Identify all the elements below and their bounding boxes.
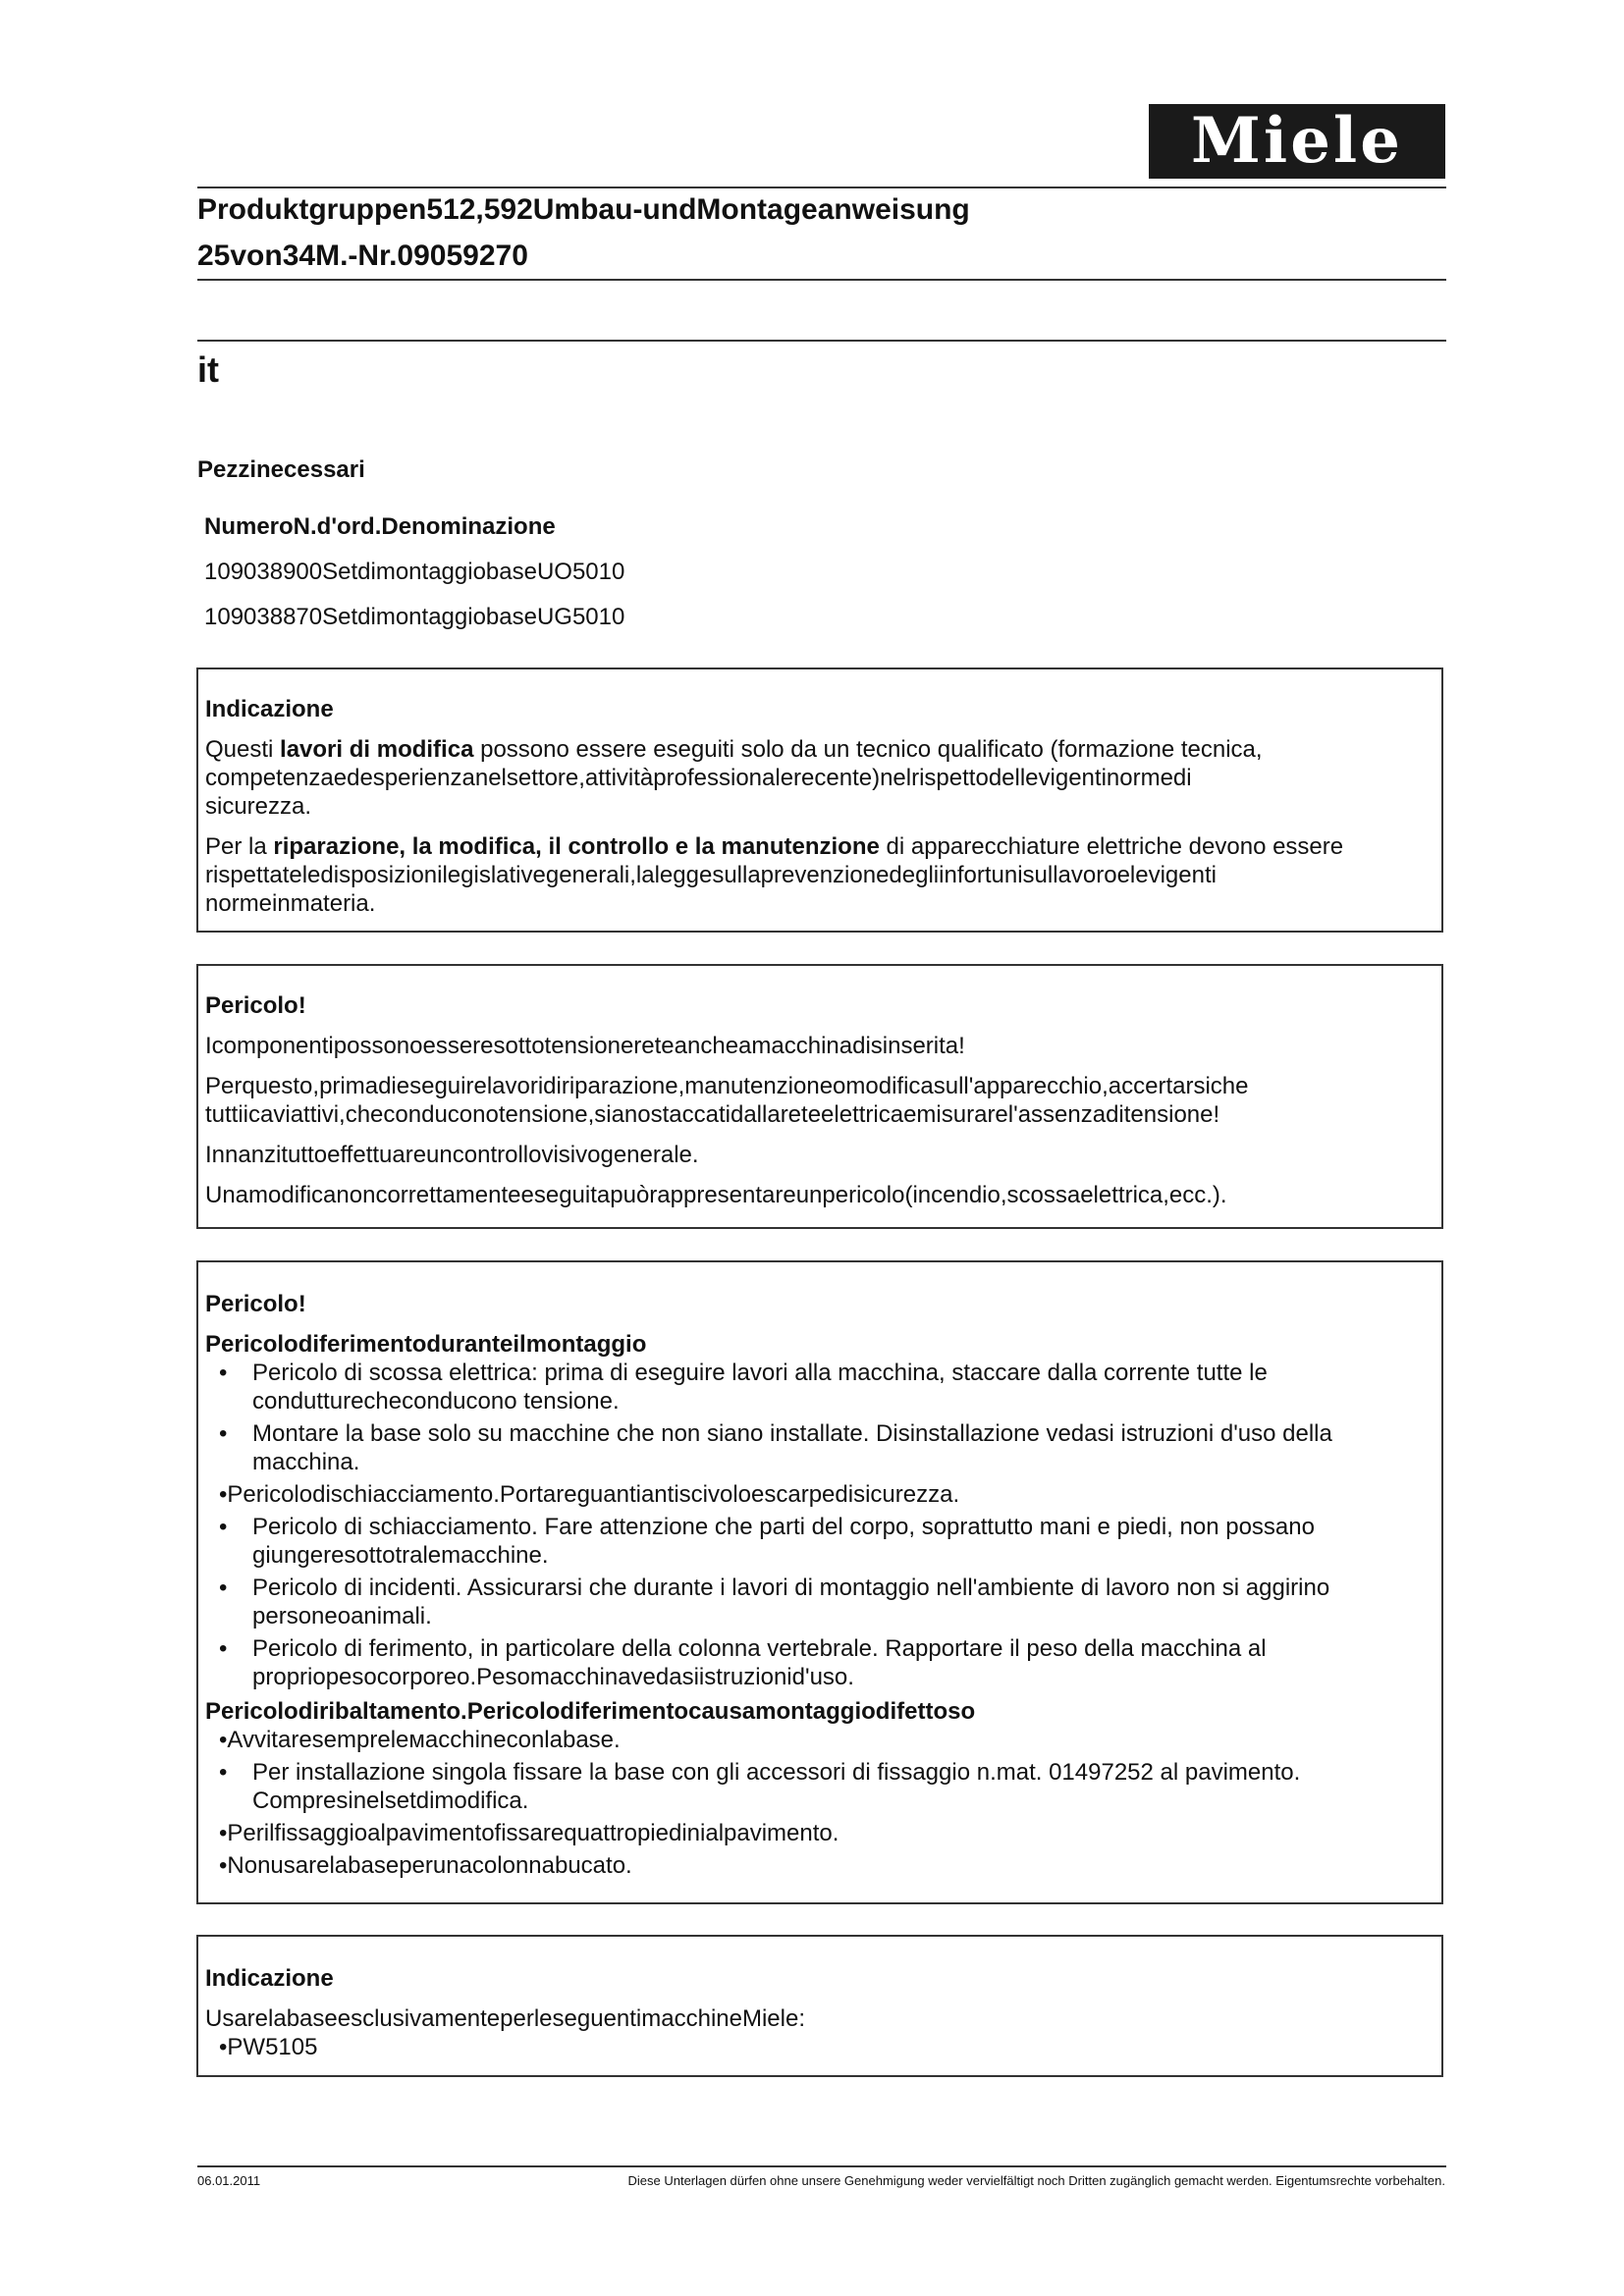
- bullet-marker: •: [219, 1420, 228, 1447]
- notice-heading: Indicazione: [205, 1965, 334, 1992]
- notice-heading: Indicazione: [205, 696, 334, 722]
- document-title: Produktgruppen512,592Umbau-undMontageanweisung: [197, 193, 970, 226]
- parts-table: [204, 510, 624, 646]
- assembly-subheading: Pericolodiferimentoduranteilmontaggio: [205, 1331, 647, 1358]
- hazard-list-text: Pericolo di scossa elettrica: prima di eseguire lavori alla macchina, staccare dalla corrente tutte le condutturecheconducono tensione.: [252, 1360, 1268, 1415]
- notice-paragraph-1: Questi lavori di modifica possono essere eseguiti solo da un tecnico qualificato (formazione tecnica, competenzaedesperienzanelsettore,attivitàprofessionalerecente)nelrispettodellevigentinormedi sicurezza.: [205, 736, 1263, 820]
- notice-paragraph-2: Per la riparazione, la modifica, il controllo e la manutenzione di apparecchiature elettriche devono essere rispettateledisposizionilegislativegenerali,laleggesullaprevenzionedegliinfortunisullavoroelevigenti normeinmateria.: [205, 833, 1344, 917]
- header-rule-bottom: [197, 279, 1446, 281]
- document-number: 25von34M.-Nr.09059270: [197, 240, 528, 272]
- hazard-list-text: Per installazione singola fissare la base con gli accessori di fissaggio n.mat. 01497252 al pavimento. Compresinelsetdimodifica.: [252, 1759, 1301, 1814]
- notice-box-machines: [196, 1935, 1443, 2077]
- hazard-list-item: [205, 1359, 1424, 1415]
- parts-table-header: NumeroN.d'ord.Denominazione: [204, 513, 556, 540]
- bullet-marker: •: [219, 1575, 228, 1601]
- footer-rule: [197, 2165, 1446, 2167]
- hazard-list-item: [205, 1419, 1424, 1476]
- language-rule: [197, 340, 1446, 342]
- danger-paragraph-4: Unamodificanoncorrettamenteeseguitapuòrappresentareunpericolo(incendio,scossaelettrica,ecc.).: [205, 1182, 1227, 1208]
- danger-paragraph-3: Innanzituttoeffettuareuncontrollovisivogenerale.: [205, 1142, 699, 1168]
- notice-box-qualification: [196, 667, 1443, 933]
- assembly-hazard-list: [205, 1359, 1424, 1691]
- hazard-list-text: Pericolo di incidenti. Assicurarsi che durante i lavori di montaggio nell'ambiente di lavoro non si aggirino personeoanimali.: [252, 1575, 1330, 1629]
- machines-intro: UsarelabaseesclusivamenteperleseguentimacchineMiele:: [205, 2005, 805, 2032]
- parts-heading: Pezzinecessari: [197, 456, 365, 483]
- bullet-marker: •: [219, 1635, 228, 1662]
- logo-text: Miele: [1191, 104, 1403, 178]
- tipping-hazard-list: [205, 1726, 1424, 1880]
- header-rule-top: [197, 187, 1446, 188]
- tipping-subheading: Pericolodiribaltamento.Pericolodiferimentocausamontaggiodifettoso: [205, 1698, 976, 1725]
- hazard-list-item: •Nonusarelabaseperunacolonnabucato.: [219, 1852, 632, 1879]
- hazard-list-item: [205, 1758, 1424, 1815]
- hazard-list-item: •Avvitaresempreleмacchineconlabase.: [219, 1727, 621, 1753]
- danger-heading: Pericolo!: [205, 1291, 306, 1317]
- language-code: it: [197, 349, 219, 390]
- danger-box-voltage: [196, 964, 1443, 1229]
- miele-logo: [1149, 104, 1445, 179]
- danger-paragraph-1: Icomponentipossonoesseresottotensionereteancheamacchinadisinserita!: [205, 1033, 965, 1059]
- bullet-marker: •: [219, 1360, 228, 1386]
- hazard-list-item: •Perilfissaggioalpavimentofissarequattropiedinialpavimento.: [219, 1820, 839, 1846]
- hazard-list-text: Pericolo di schiacciamento. Fare attenzione che parti del corpo, soprattutto mani e piedi, non possano giungeresottotralemacchine.: [252, 1514, 1315, 1569]
- parts-row: 109038870SetdimontaggiobaseUG5010: [204, 604, 625, 630]
- footer-copyright-note: Diese Unterlagen dürfen ohne unsere Genehmigung weder vervielfältigt noch Dritten zugänglich gemacht werden. Eigentumsrechte vorbehalten.: [627, 2173, 1445, 2188]
- danger-heading: Pericolo!: [205, 992, 306, 1019]
- danger-box-assembly: [196, 1260, 1443, 1904]
- machine-model: •PW5105: [219, 2034, 318, 2060]
- hazard-list-text: Montare la base solo su macchine che non siano installate. Disinstallazione vedasi istruzioni d'uso della macchina.: [252, 1420, 1332, 1475]
- hazard-list-item: [205, 1634, 1424, 1691]
- bullet-marker: •: [219, 1514, 228, 1540]
- parts-row: 109038900SetdimontaggiobaseUO5010: [204, 559, 625, 585]
- footer-date: 06.01.2011: [197, 2173, 261, 2188]
- hazard-list-item: •Pericolodischiacciamento.Portareguantiantiscivoloescarpedisicurezza.: [219, 1481, 960, 1508]
- hazard-list-item: [205, 1513, 1424, 1570]
- hazard-list-text: Pericolo di ferimento, in particolare della colonna vertebrale. Rapportare il peso della macchina al propriopesocorporeo.Pesomacchinavedasiistruzionid'uso.: [252, 1635, 1267, 1690]
- danger-paragraph-2: Perquesto,primadieseguirelavoridiriparazione,manutenzioneomodificasull'apparecchio,accertarsiche tuttiicaviattivi,checonduconotensione,sianostaccatidallareteelettricaemisurarel'assenzaditensione!: [205, 1073, 1249, 1128]
- hazard-list-item: [205, 1574, 1424, 1630]
- bullet-marker: •: [219, 1759, 228, 1786]
